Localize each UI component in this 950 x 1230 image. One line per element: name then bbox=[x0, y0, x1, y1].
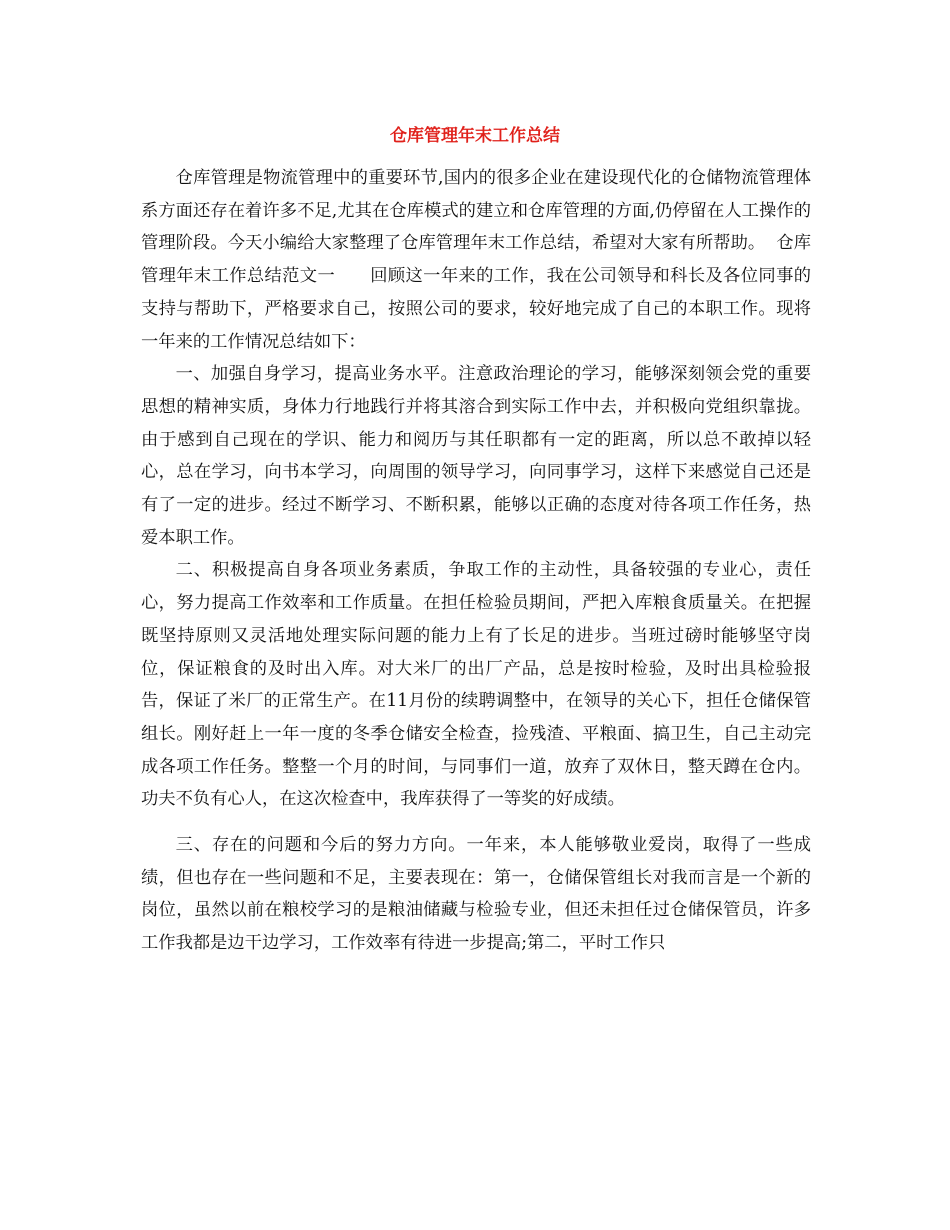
document-body bbox=[141, 162, 811, 960]
document-title: 仓库管理年末工作总结 bbox=[390, 126, 560, 146]
paragraph-spacer bbox=[141, 816, 811, 829]
paragraph-quality: 二、积极提高自身各项业务素质，争取工作的主动性，具备较强的专业心，责任心，努力提高工作效率和工作质量。在担任检验员期间，严把入库粮食质量关。在把握既坚持原则又灵活地处理实际问题的能力上有了长足的进步。当班过磅时能够坚守岗位，保证粮食的及时出入库。对大米厂的出厂产品，总是按时检验，及时出具检验报告，保证了米厂的正常生产。在11月份的续聘调整中，在领导的关心下，担任仓储保管组长。刚好赶上一年一度的冬季仓储安全检查，捡残渣、平粮面、搞卫生，自己主动完成各项工作任务。整整一个月的时间，与同事们一道，放弃了双休日，整天蹲在仓内。功夫不负有心人，在这次检查中，我库获得了一等奖的好成绩。 bbox=[141, 560, 811, 810]
paragraph-study: 一、加强自身学习，提高业务水平。注意政治理论的学习，能够深刻领会党的重要思想的精神实质，身体力行地践行并将其溶合到实际工作中去，并积极向党组织靠拢。由于感到自己现在的学识、能力和阅历与其任职都有一定的距离，所以总不敢掉以轻心，总在学习，向书本学习，向周围的领导学习，向同事学习，这样下来感觉自己还是有了一定的进步。经过不断学习、不断积累，能够以正确的态度对待各项工作任务，热爱本职工作。 bbox=[141, 364, 811, 548]
paragraph-problems: 三、存在的问题和今后的努力方向。一年来，本人能够敬业爱岗，取得了一些成绩，但也存在一些问题和不足，主要表现在：第一，仓储保管组长对我而言是一个新的岗位，虽然以前在粮校学习的是粮油储藏与检验专业，但还未担任过仓储保管员，许多工作我都是边干边学习，工作效率有待进一步提高;第二，平时工作只 bbox=[141, 835, 811, 954]
paragraph-intro: 仓库管理是物流管理中的重要环节,国内的很多企业在建设现代化的仓储物流管理体系方面还存在着许多不足,尤其在仓库模式的建立和仓库管理的方面,仍停留在人工操作的管理阶段。今天小编给大家整理了仓库管理年末工作总结，希望对大家有所帮助。 仓库管理年末工作总结范文一 回顾这一年来的工作，我在公司领导和科长及各位同事的支持与帮助下，严格要求自己，按照公司的要求，较好地完成了自己的本职工作。现将一年来的工作情况总结如下： bbox=[141, 168, 811, 352]
